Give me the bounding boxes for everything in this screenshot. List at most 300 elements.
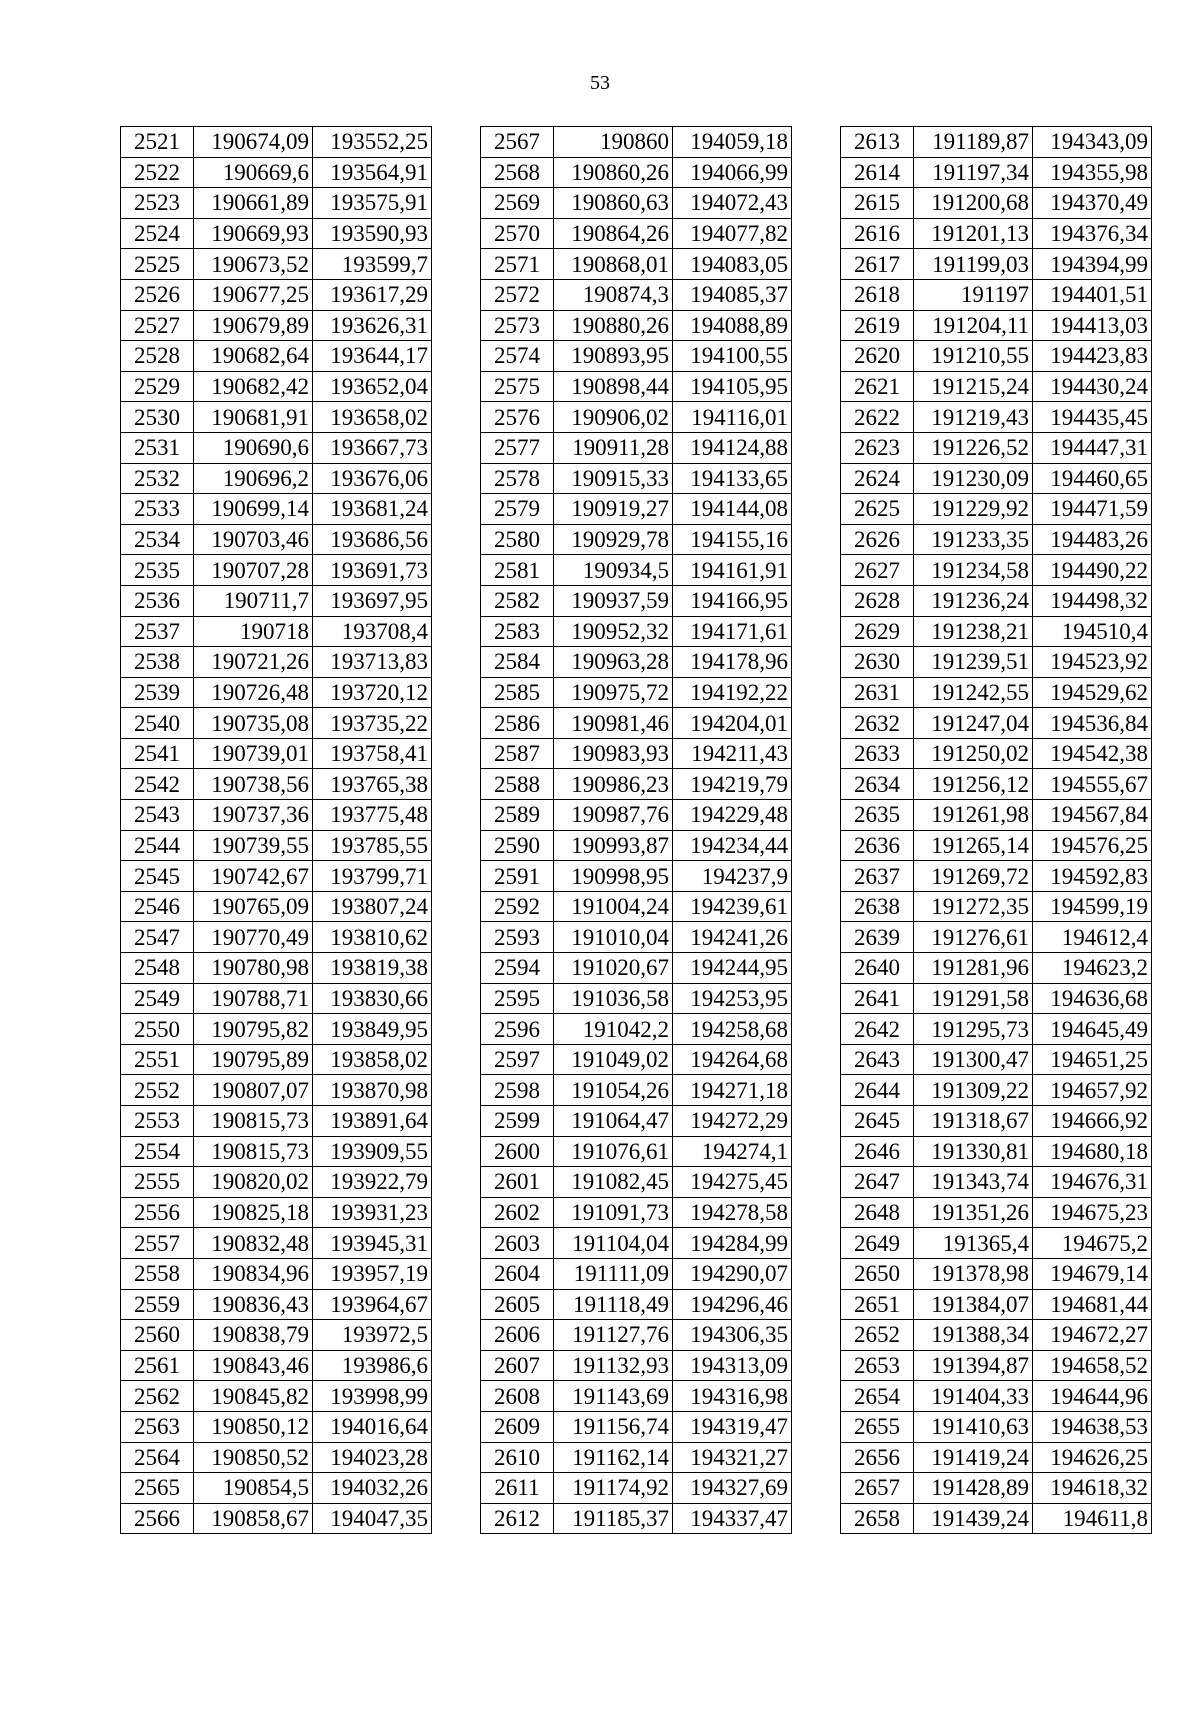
point-number-cell: 2584 xyxy=(481,647,554,678)
x-coordinate-cell: 190981,46 xyxy=(554,708,673,739)
point-number-cell: 2536 xyxy=(121,585,194,616)
y-coordinate-cell: 194675,2 xyxy=(1033,1228,1152,1259)
point-number-cell: 2651 xyxy=(841,1289,914,1320)
y-coordinate-cell: 193945,31 xyxy=(313,1228,432,1259)
x-coordinate-cell: 191291,58 xyxy=(914,983,1033,1014)
x-coordinate-cell: 190765,09 xyxy=(194,891,313,922)
table-row xyxy=(481,738,792,769)
x-coordinate-cell: 191295,73 xyxy=(914,1014,1033,1045)
point-number-cell: 2644 xyxy=(841,1075,914,1106)
point-number-cell: 2572 xyxy=(481,279,554,310)
point-number-cell: 2581 xyxy=(481,555,554,586)
x-coordinate-cell: 190836,43 xyxy=(194,1289,313,1320)
point-number-cell: 2523 xyxy=(121,188,194,219)
y-coordinate-cell: 194278,58 xyxy=(673,1197,792,1228)
point-number-cell: 2615 xyxy=(841,188,914,219)
x-coordinate-cell: 191419,24 xyxy=(914,1442,1033,1473)
x-coordinate-cell: 190815,73 xyxy=(194,1136,313,1167)
x-coordinate-cell: 190893,95 xyxy=(554,341,673,372)
point-number-cell: 2627 xyxy=(841,555,914,586)
table-row xyxy=(841,1136,1152,1167)
y-coordinate-cell: 194676,31 xyxy=(1033,1167,1152,1198)
y-coordinate-cell: 194567,84 xyxy=(1033,800,1152,831)
x-coordinate-cell: 191300,47 xyxy=(914,1044,1033,1075)
y-coordinate-cell: 194047,35 xyxy=(313,1503,432,1534)
y-coordinate-cell: 194066,99 xyxy=(673,157,792,188)
y-coordinate-cell: 193617,29 xyxy=(313,279,432,310)
point-number-cell: 2521 xyxy=(121,127,194,158)
table-row xyxy=(841,1106,1152,1137)
point-number-cell: 2606 xyxy=(481,1320,554,1351)
y-coordinate-cell: 194490,22 xyxy=(1033,555,1152,586)
point-number-cell: 2558 xyxy=(121,1258,194,1289)
y-coordinate-cell: 194133,65 xyxy=(673,463,792,494)
x-coordinate-cell: 191247,04 xyxy=(914,708,1033,739)
y-coordinate-cell: 193697,95 xyxy=(313,585,432,616)
point-number-cell: 2561 xyxy=(121,1350,194,1381)
x-coordinate-cell: 191229,92 xyxy=(914,494,1033,525)
table-row xyxy=(481,1503,792,1534)
point-number-cell: 2634 xyxy=(841,769,914,800)
x-coordinate-cell: 190726,48 xyxy=(194,677,313,708)
table-row xyxy=(841,1473,1152,1504)
y-coordinate-cell: 194274,1 xyxy=(673,1136,792,1167)
table-row xyxy=(481,432,792,463)
table-row xyxy=(841,769,1152,800)
x-coordinate-cell: 191199,03 xyxy=(914,249,1033,280)
point-number-cell: 2539 xyxy=(121,677,194,708)
table-row xyxy=(481,1350,792,1381)
table-row xyxy=(121,1044,432,1075)
x-coordinate-cell: 190795,82 xyxy=(194,1014,313,1045)
y-coordinate-cell: 193644,17 xyxy=(313,341,432,372)
table-row xyxy=(841,1289,1152,1320)
x-coordinate-cell: 191127,76 xyxy=(554,1320,673,1351)
y-coordinate-cell: 193765,38 xyxy=(313,769,432,800)
table-row xyxy=(841,861,1152,892)
table-row xyxy=(841,1044,1152,1075)
table-row xyxy=(481,1411,792,1442)
table-row xyxy=(121,861,432,892)
x-coordinate-cell: 190770,49 xyxy=(194,922,313,953)
point-number-cell: 2608 xyxy=(481,1381,554,1412)
point-number-cell: 2582 xyxy=(481,585,554,616)
table-row xyxy=(481,861,792,892)
table-row xyxy=(481,585,792,616)
y-coordinate-cell: 194258,68 xyxy=(673,1014,792,1045)
table-row xyxy=(841,341,1152,372)
y-coordinate-cell: 194178,96 xyxy=(673,647,792,678)
y-coordinate-cell: 194679,14 xyxy=(1033,1258,1152,1289)
point-number-cell: 2619 xyxy=(841,310,914,341)
y-coordinate-cell: 193964,67 xyxy=(313,1289,432,1320)
y-coordinate-cell: 193658,02 xyxy=(313,402,432,433)
y-coordinate-cell: 194239,61 xyxy=(673,891,792,922)
point-number-cell: 2578 xyxy=(481,463,554,494)
y-coordinate-cell: 194471,59 xyxy=(1033,494,1152,525)
table-row xyxy=(121,708,432,739)
table-row xyxy=(481,494,792,525)
point-number-cell: 2605 xyxy=(481,1289,554,1320)
table-row xyxy=(121,891,432,922)
table-row xyxy=(121,1503,432,1534)
point-number-cell: 2537 xyxy=(121,616,194,647)
x-coordinate-cell: 191010,04 xyxy=(554,922,673,953)
table-row xyxy=(481,1320,792,1351)
y-coordinate-cell: 194401,51 xyxy=(1033,279,1152,310)
table-row xyxy=(841,677,1152,708)
x-coordinate-cell: 190677,25 xyxy=(194,279,313,310)
y-coordinate-cell: 194211,43 xyxy=(673,738,792,769)
point-number-cell: 2576 xyxy=(481,402,554,433)
y-coordinate-cell: 194523,92 xyxy=(1033,647,1152,678)
y-coordinate-cell: 194576,25 xyxy=(1033,830,1152,861)
table-row xyxy=(841,1381,1152,1412)
y-coordinate-cell: 193931,23 xyxy=(313,1197,432,1228)
table-row xyxy=(121,341,432,372)
point-number-cell: 2590 xyxy=(481,830,554,861)
table-row xyxy=(841,310,1152,341)
x-coordinate-cell: 191230,09 xyxy=(914,463,1033,494)
y-coordinate-cell: 193891,64 xyxy=(313,1106,432,1137)
point-number-cell: 2629 xyxy=(841,616,914,647)
table-row xyxy=(841,953,1152,984)
y-coordinate-cell: 194229,48 xyxy=(673,800,792,831)
point-number-cell: 2592 xyxy=(481,891,554,922)
point-number-cell: 2589 xyxy=(481,800,554,831)
y-coordinate-cell: 194155,16 xyxy=(673,524,792,555)
y-coordinate-cell: 194510,4 xyxy=(1033,616,1152,647)
y-coordinate-cell: 194658,52 xyxy=(1033,1350,1152,1381)
table-row xyxy=(481,1044,792,1075)
table-row xyxy=(481,555,792,586)
x-coordinate-cell: 191197 xyxy=(914,279,1033,310)
point-number-cell: 2570 xyxy=(481,218,554,249)
table-row xyxy=(121,922,432,953)
y-coordinate-cell: 193870,98 xyxy=(313,1075,432,1106)
table-row xyxy=(481,127,792,158)
table-row xyxy=(121,310,432,341)
x-coordinate-cell: 190986,23 xyxy=(554,769,673,800)
y-coordinate-cell: 194675,23 xyxy=(1033,1197,1152,1228)
y-coordinate-cell: 194394,99 xyxy=(1033,249,1152,280)
point-number-cell: 2658 xyxy=(841,1503,914,1534)
point-number-cell: 2622 xyxy=(841,402,914,433)
point-number-cell: 2579 xyxy=(481,494,554,525)
x-coordinate-cell: 191378,98 xyxy=(914,1258,1033,1289)
table-row xyxy=(121,585,432,616)
point-number-cell: 2654 xyxy=(841,1381,914,1412)
x-coordinate-cell: 190963,28 xyxy=(554,647,673,678)
y-coordinate-cell: 194244,95 xyxy=(673,953,792,984)
table-row xyxy=(481,647,792,678)
point-number-cell: 2528 xyxy=(121,341,194,372)
table-row xyxy=(481,830,792,861)
table-row xyxy=(121,1197,432,1228)
table-row xyxy=(121,1442,432,1473)
x-coordinate-cell: 190674,09 xyxy=(194,127,313,158)
coordinates-table-2 xyxy=(480,126,792,1534)
x-coordinate-cell: 190987,76 xyxy=(554,800,673,831)
point-number-cell: 2628 xyxy=(841,585,914,616)
table-row xyxy=(841,218,1152,249)
y-coordinate-cell: 194204,01 xyxy=(673,708,792,739)
x-coordinate-cell: 191236,24 xyxy=(914,585,1033,616)
table-row xyxy=(121,769,432,800)
x-coordinate-cell: 190880,26 xyxy=(554,310,673,341)
point-number-cell: 2633 xyxy=(841,738,914,769)
x-coordinate-cell: 190874,3 xyxy=(554,279,673,310)
table-row xyxy=(841,616,1152,647)
x-coordinate-cell: 190838,79 xyxy=(194,1320,313,1351)
y-coordinate-cell: 194536,84 xyxy=(1033,708,1152,739)
table-row xyxy=(481,1289,792,1320)
point-number-cell: 2614 xyxy=(841,157,914,188)
table-row xyxy=(841,402,1152,433)
point-number-cell: 2544 xyxy=(121,830,194,861)
table-row xyxy=(841,1258,1152,1289)
x-coordinate-cell: 190735,08 xyxy=(194,708,313,739)
point-number-cell: 2610 xyxy=(481,1442,554,1473)
point-number-cell: 2637 xyxy=(841,861,914,892)
x-coordinate-cell: 190707,28 xyxy=(194,555,313,586)
table-row xyxy=(841,1197,1152,1228)
y-coordinate-cell: 193819,38 xyxy=(313,953,432,984)
y-coordinate-cell: 193691,73 xyxy=(313,555,432,586)
point-number-cell: 2599 xyxy=(481,1106,554,1137)
y-coordinate-cell: 194105,95 xyxy=(673,371,792,402)
x-coordinate-cell: 191238,21 xyxy=(914,616,1033,647)
x-coordinate-cell: 191156,74 xyxy=(554,1411,673,1442)
y-coordinate-cell: 193758,41 xyxy=(313,738,432,769)
y-coordinate-cell: 193799,71 xyxy=(313,861,432,892)
x-coordinate-cell: 190834,96 xyxy=(194,1258,313,1289)
table-row xyxy=(121,432,432,463)
y-coordinate-cell: 194023,28 xyxy=(313,1442,432,1473)
x-coordinate-cell: 190952,32 xyxy=(554,616,673,647)
point-number-cell: 2535 xyxy=(121,555,194,586)
table-row xyxy=(121,1136,432,1167)
x-coordinate-cell: 190815,73 xyxy=(194,1106,313,1137)
x-coordinate-cell: 190975,72 xyxy=(554,677,673,708)
table-row xyxy=(841,463,1152,494)
point-number-cell: 2630 xyxy=(841,647,914,678)
table-row xyxy=(481,188,792,219)
x-coordinate-cell: 190661,89 xyxy=(194,188,313,219)
point-number-cell: 2598 xyxy=(481,1075,554,1106)
point-number-cell: 2645 xyxy=(841,1106,914,1137)
point-number-cell: 2540 xyxy=(121,708,194,739)
table-row xyxy=(121,647,432,678)
point-number-cell: 2639 xyxy=(841,922,914,953)
y-coordinate-cell: 193986,6 xyxy=(313,1350,432,1381)
table-row xyxy=(121,1167,432,1198)
point-number-cell: 2600 xyxy=(481,1136,554,1167)
x-coordinate-cell: 191104,04 xyxy=(554,1228,673,1259)
x-coordinate-cell: 190682,64 xyxy=(194,341,313,372)
point-number-cell: 2571 xyxy=(481,249,554,280)
y-coordinate-cell: 194166,95 xyxy=(673,585,792,616)
point-number-cell: 2620 xyxy=(841,341,914,372)
point-number-cell: 2641 xyxy=(841,983,914,1014)
x-coordinate-cell: 190682,42 xyxy=(194,371,313,402)
point-number-cell: 2531 xyxy=(121,432,194,463)
x-coordinate-cell: 190739,55 xyxy=(194,830,313,861)
y-coordinate-cell: 194271,18 xyxy=(673,1075,792,1106)
x-coordinate-cell: 191394,87 xyxy=(914,1350,1033,1381)
y-coordinate-cell: 193686,56 xyxy=(313,524,432,555)
point-number-cell: 2593 xyxy=(481,922,554,953)
x-coordinate-cell: 191219,43 xyxy=(914,402,1033,433)
x-coordinate-cell: 191410,63 xyxy=(914,1411,1033,1442)
y-coordinate-cell: 194611,8 xyxy=(1033,1503,1152,1534)
x-coordinate-cell: 191036,58 xyxy=(554,983,673,1014)
y-coordinate-cell: 194666,92 xyxy=(1033,1106,1152,1137)
table-row xyxy=(481,310,792,341)
table-row xyxy=(841,555,1152,586)
point-number-cell: 2632 xyxy=(841,708,914,739)
y-coordinate-cell: 193957,19 xyxy=(313,1258,432,1289)
y-coordinate-cell: 193775,48 xyxy=(313,800,432,831)
x-coordinate-cell: 191004,24 xyxy=(554,891,673,922)
x-coordinate-cell: 191185,37 xyxy=(554,1503,673,1534)
table-row xyxy=(841,1075,1152,1106)
y-coordinate-cell: 194612,4 xyxy=(1033,922,1152,953)
point-number-cell: 2548 xyxy=(121,953,194,984)
x-coordinate-cell: 190825,18 xyxy=(194,1197,313,1228)
y-coordinate-cell: 194032,26 xyxy=(313,1473,432,1504)
table-row xyxy=(121,1258,432,1289)
point-number-cell: 2650 xyxy=(841,1258,914,1289)
table-row xyxy=(481,1197,792,1228)
y-coordinate-cell: 194124,88 xyxy=(673,432,792,463)
table-row xyxy=(481,463,792,494)
point-number-cell: 2526 xyxy=(121,279,194,310)
y-coordinate-cell: 194296,46 xyxy=(673,1289,792,1320)
table-row xyxy=(121,1075,432,1106)
y-coordinate-cell: 193735,22 xyxy=(313,708,432,739)
table-row xyxy=(481,1228,792,1259)
y-coordinate-cell: 193667,73 xyxy=(313,432,432,463)
table-row xyxy=(481,1136,792,1167)
x-coordinate-cell: 190860,63 xyxy=(554,188,673,219)
x-coordinate-cell: 190679,89 xyxy=(194,310,313,341)
x-coordinate-cell: 190860 xyxy=(554,127,673,158)
table-row xyxy=(481,1075,792,1106)
point-number-cell: 2559 xyxy=(121,1289,194,1320)
y-coordinate-cell: 194306,35 xyxy=(673,1320,792,1351)
table-row xyxy=(121,616,432,647)
x-coordinate-cell: 190915,33 xyxy=(554,463,673,494)
x-coordinate-cell: 190780,98 xyxy=(194,953,313,984)
x-coordinate-cell: 190742,67 xyxy=(194,861,313,892)
y-coordinate-cell: 194483,26 xyxy=(1033,524,1152,555)
coordinates-table-3 xyxy=(840,126,1152,1534)
coordinates-table-1 xyxy=(120,126,432,1534)
x-coordinate-cell: 191118,49 xyxy=(554,1289,673,1320)
y-coordinate-cell: 194423,83 xyxy=(1033,341,1152,372)
y-coordinate-cell: 193830,66 xyxy=(313,983,432,1014)
x-coordinate-cell: 190832,48 xyxy=(194,1228,313,1259)
table-row xyxy=(121,494,432,525)
point-number-cell: 2621 xyxy=(841,371,914,402)
y-coordinate-cell: 194234,44 xyxy=(673,830,792,861)
point-number-cell: 2550 xyxy=(121,1014,194,1045)
y-coordinate-cell: 194275,45 xyxy=(673,1167,792,1198)
point-number-cell: 2530 xyxy=(121,402,194,433)
table-row xyxy=(121,830,432,861)
point-number-cell: 2569 xyxy=(481,188,554,219)
y-coordinate-cell: 193708,4 xyxy=(313,616,432,647)
point-number-cell: 2583 xyxy=(481,616,554,647)
y-coordinate-cell: 194237,9 xyxy=(673,861,792,892)
y-coordinate-cell: 194083,05 xyxy=(673,249,792,280)
y-coordinate-cell: 194088,89 xyxy=(673,310,792,341)
point-number-cell: 2585 xyxy=(481,677,554,708)
x-coordinate-cell: 190669,6 xyxy=(194,157,313,188)
y-coordinate-cell: 194072,43 xyxy=(673,188,792,219)
y-coordinate-cell: 194116,01 xyxy=(673,402,792,433)
y-coordinate-cell: 193713,83 xyxy=(313,647,432,678)
y-coordinate-cell: 194264,68 xyxy=(673,1044,792,1075)
x-coordinate-cell: 190843,46 xyxy=(194,1350,313,1381)
x-coordinate-cell: 191233,35 xyxy=(914,524,1033,555)
x-coordinate-cell: 190690,6 xyxy=(194,432,313,463)
y-coordinate-cell: 193564,91 xyxy=(313,157,432,188)
y-coordinate-cell: 194171,61 xyxy=(673,616,792,647)
table-row xyxy=(841,432,1152,463)
x-coordinate-cell: 191200,68 xyxy=(914,188,1033,219)
y-coordinate-cell: 193552,25 xyxy=(313,127,432,158)
y-coordinate-cell: 194618,32 xyxy=(1033,1473,1152,1504)
x-coordinate-cell: 190993,87 xyxy=(554,830,673,861)
point-number-cell: 2547 xyxy=(121,922,194,953)
point-number-cell: 2554 xyxy=(121,1136,194,1167)
y-coordinate-cell: 194290,07 xyxy=(673,1258,792,1289)
table-row xyxy=(481,922,792,953)
y-coordinate-cell: 194355,98 xyxy=(1033,157,1152,188)
point-number-cell: 2624 xyxy=(841,463,914,494)
y-coordinate-cell: 194059,18 xyxy=(673,127,792,158)
y-coordinate-cell: 194284,99 xyxy=(673,1228,792,1259)
x-coordinate-cell: 190868,01 xyxy=(554,249,673,280)
table-row xyxy=(841,1442,1152,1473)
point-number-cell: 2573 xyxy=(481,310,554,341)
table-row xyxy=(841,922,1152,953)
x-coordinate-cell: 191318,67 xyxy=(914,1106,1033,1137)
y-coordinate-cell: 194623,2 xyxy=(1033,953,1152,984)
table-row xyxy=(841,1350,1152,1381)
x-coordinate-cell: 191261,98 xyxy=(914,800,1033,831)
y-coordinate-cell: 194272,29 xyxy=(673,1106,792,1137)
x-coordinate-cell: 191351,26 xyxy=(914,1197,1033,1228)
table-row xyxy=(841,1411,1152,1442)
point-number-cell: 2577 xyxy=(481,432,554,463)
point-number-cell: 2595 xyxy=(481,983,554,1014)
y-coordinate-cell: 193807,24 xyxy=(313,891,432,922)
table-row xyxy=(841,494,1152,525)
point-number-cell: 2626 xyxy=(841,524,914,555)
table-row xyxy=(841,585,1152,616)
table-row xyxy=(121,1320,432,1351)
y-coordinate-cell: 194253,95 xyxy=(673,983,792,1014)
point-number-cell: 2562 xyxy=(121,1381,194,1412)
y-coordinate-cell: 193676,06 xyxy=(313,463,432,494)
point-number-cell: 2560 xyxy=(121,1320,194,1351)
table-row xyxy=(121,677,432,708)
point-number-cell: 2549 xyxy=(121,983,194,1014)
point-number-cell: 2646 xyxy=(841,1136,914,1167)
